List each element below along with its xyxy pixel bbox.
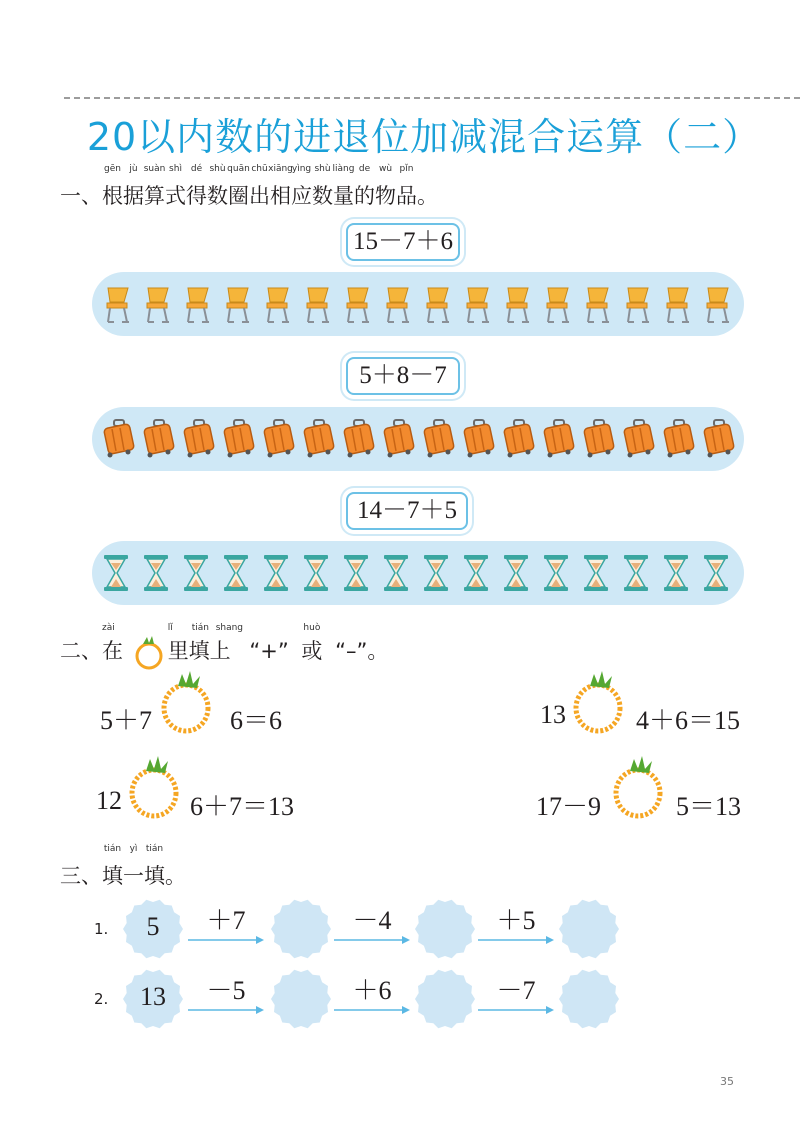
section-2-post: lǐ tián shang 里填上 [167, 623, 244, 663]
answer-bubble[interactable] [412, 966, 478, 1032]
hourglass-icon[interactable] [582, 553, 614, 593]
hourglass-icon[interactable] [302, 553, 334, 593]
heading-char: suàn 算 [143, 164, 166, 208]
hourglass-icon[interactable] [702, 553, 734, 593]
chair-band [92, 272, 744, 336]
period: 。 [367, 639, 389, 663]
problem-3-left: 12 [96, 786, 122, 815]
start-number-bubble [120, 896, 186, 962]
chair-icon[interactable] [302, 284, 334, 324]
suitcase-icon[interactable] [502, 419, 534, 459]
heading-char: gēn 根 [102, 164, 123, 208]
pinyin-label: gēn [104, 164, 121, 174]
heading-char: jù 据 [123, 164, 144, 208]
suitcase-icon[interactable] [582, 419, 614, 459]
page-title: 20以内数的进退位加减混合运算（二） [86, 115, 762, 159]
start-number: 13 [140, 982, 166, 1011]
chair-icon[interactable] [422, 284, 454, 324]
suitcase-icon[interactable] [102, 419, 134, 459]
formula-box-2: 5＋8－7 [346, 357, 460, 395]
formula-box-3: 14－7＋5 [346, 492, 468, 530]
operation-label: －7 [496, 976, 536, 1005]
pineapple-circle-icon[interactable] [160, 670, 214, 734]
pinyin-label: wù [378, 164, 393, 174]
section-1-marker: 一、 [60, 184, 102, 208]
row-index: 1. [94, 920, 109, 938]
section-1-heading [60, 164, 438, 210]
hourglass-icon[interactable] [142, 553, 174, 593]
suitcase-icon[interactable] [342, 419, 374, 459]
heading-char: yì 一 [123, 844, 144, 888]
hourglass-icon[interactable] [222, 553, 254, 593]
pinyin-label: yì [129, 844, 138, 854]
heading-char: 。 [165, 864, 186, 888]
pinyin-label: chū [251, 164, 268, 174]
hourglass-icon[interactable] [102, 553, 134, 593]
heading-char: shù 数 [207, 164, 228, 208]
hourglass-icon[interactable] [622, 553, 654, 593]
small-pineapple-icon [134, 634, 164, 670]
heading-char: xiāng 相 [268, 164, 293, 208]
chair-icon[interactable] [142, 284, 174, 324]
answer-bubble[interactable] [268, 966, 334, 1032]
formula-box-1: 15－7＋6 [346, 223, 460, 261]
pinyin-label: de [358, 164, 371, 174]
row-index: 2. [94, 990, 109, 1008]
problem-4-right: 5＝13 [676, 792, 742, 821]
pineapple-circle-icon[interactable] [612, 755, 666, 819]
operation-label: ＋7 [206, 906, 246, 935]
chair-icon[interactable] [662, 284, 694, 324]
suitcase-icon[interactable] [542, 419, 574, 459]
chair-icon[interactable] [342, 284, 374, 324]
problem-2-left: 13 [540, 700, 566, 729]
hourglass-icon[interactable] [462, 553, 494, 593]
pinyin-label: suàn [143, 164, 166, 174]
operation-label: －4 [352, 906, 392, 935]
minus-quote: “–” [335, 639, 368, 663]
start-number: 5 [146, 912, 160, 941]
operation-label: －5 [206, 976, 246, 1005]
pinyin-label: xiāng [268, 164, 293, 174]
pineapple-circle-icon[interactable] [128, 755, 182, 819]
answer-bubble[interactable] [556, 896, 622, 962]
heading-char: tián 填 [102, 844, 123, 888]
section-3-text [102, 844, 186, 888]
heading-char: wù 物 [375, 164, 396, 208]
hourglass-icon[interactable] [542, 553, 574, 593]
suitcase-icon[interactable] [182, 419, 214, 459]
chair-icon[interactable] [382, 284, 414, 324]
answer-bubble[interactable] [412, 896, 478, 962]
problem-1-left: 5＋7 [100, 706, 153, 735]
chair-icon[interactable] [222, 284, 254, 324]
section-3-heading [60, 844, 186, 890]
heading-char: de 的 [354, 164, 375, 208]
heading-char: chū 出 [249, 164, 270, 208]
hourglass-icon[interactable] [502, 553, 534, 593]
hourglass-icon[interactable] [262, 553, 294, 593]
hourglass-icon[interactable] [182, 553, 214, 593]
suitcase-icon[interactable] [262, 419, 294, 459]
pinyin-zai: zài [102, 623, 115, 633]
heading-char: shù 数 [312, 164, 333, 208]
hourglass-icon[interactable] [422, 553, 454, 593]
section-1-text [102, 164, 438, 208]
pinyin-label: tián [145, 844, 164, 854]
header-dashed-line [64, 97, 800, 99]
suitcase-band [92, 407, 744, 471]
or-text: huò 或 [301, 623, 323, 663]
chair-icon[interactable] [102, 284, 134, 324]
pinyin-label: shù [209, 164, 226, 174]
start-number-bubble [120, 966, 186, 1032]
hourglass-icon[interactable] [382, 553, 414, 593]
operation-label: ＋6 [352, 976, 392, 1005]
right-arrow-icon [334, 1000, 410, 1010]
section-2-marker: 二、 [60, 639, 102, 663]
pinyin-label: yìng [291, 164, 312, 174]
section-3-marker: 三、 [60, 864, 102, 888]
heading-char: quān 圈 [227, 164, 250, 208]
heading-char: yìng 应 [291, 164, 312, 208]
pinyin-label: pǐn [399, 164, 414, 174]
heading-char: dé 得 [186, 164, 207, 208]
pinyin-label: tián [103, 844, 122, 854]
problem-1-right: 6＝6 [230, 706, 283, 735]
heading-char: liàng 量 [332, 164, 355, 208]
pinyin-label: quān [227, 164, 250, 174]
pinyin-label: jù [129, 164, 138, 174]
operation-label: ＋5 [496, 906, 536, 935]
chair-icon[interactable] [622, 284, 654, 324]
suitcase-icon[interactable] [702, 419, 734, 459]
chair-icon[interactable] [702, 284, 734, 324]
problem-4-left: 17－9 [536, 792, 602, 821]
chair-icon[interactable] [542, 284, 574, 324]
chair-icon[interactable] [582, 284, 614, 324]
right-arrow-icon [188, 930, 264, 940]
section-2-pre: zài 在 [102, 623, 123, 663]
pinyin-label: liàng [332, 164, 355, 174]
pinyin-label: shì [169, 164, 182, 174]
problem-2-right: 4＋6＝15 [636, 706, 741, 735]
suitcase-icon[interactable] [222, 419, 254, 459]
heading-char: shì 式 [165, 164, 186, 208]
right-arrow-icon [478, 930, 554, 940]
hourglass-band [92, 541, 744, 605]
suitcase-icon[interactable] [142, 419, 174, 459]
right-arrow-icon [478, 1000, 554, 1010]
heading-char: tián 填 [144, 844, 165, 888]
problem-3-right: 6＋7＝13 [190, 792, 295, 821]
right-arrow-icon [334, 930, 410, 940]
suitcase-icon[interactable] [462, 419, 494, 459]
chair-icon[interactable] [262, 284, 294, 324]
hourglass-icon[interactable] [662, 553, 694, 593]
answer-bubble[interactable] [268, 896, 334, 962]
answer-bubble[interactable] [556, 966, 622, 1032]
plus-quote: “+” [249, 639, 289, 663]
pineapple-circle-icon[interactable] [572, 670, 626, 734]
chair-icon[interactable] [182, 284, 214, 324]
heading-char: pǐn 品 [396, 164, 417, 208]
suitcase-icon[interactable] [302, 419, 334, 459]
pinyin-label: shù [314, 164, 331, 174]
heading-char: 。 [417, 184, 438, 208]
suitcase-icon[interactable] [662, 419, 694, 459]
page-number: 35 [720, 1075, 734, 1088]
hourglass-icon[interactable] [342, 553, 374, 593]
suitcase-icon[interactable] [622, 419, 654, 459]
chair-icon[interactable] [502, 284, 534, 324]
pinyin-label: dé [190, 164, 203, 174]
suitcase-icon[interactable] [382, 419, 414, 459]
chair-icon[interactable] [462, 284, 494, 324]
section-2-heading [60, 623, 389, 670]
suitcase-icon[interactable] [422, 419, 454, 459]
right-arrow-icon [188, 1000, 264, 1010]
